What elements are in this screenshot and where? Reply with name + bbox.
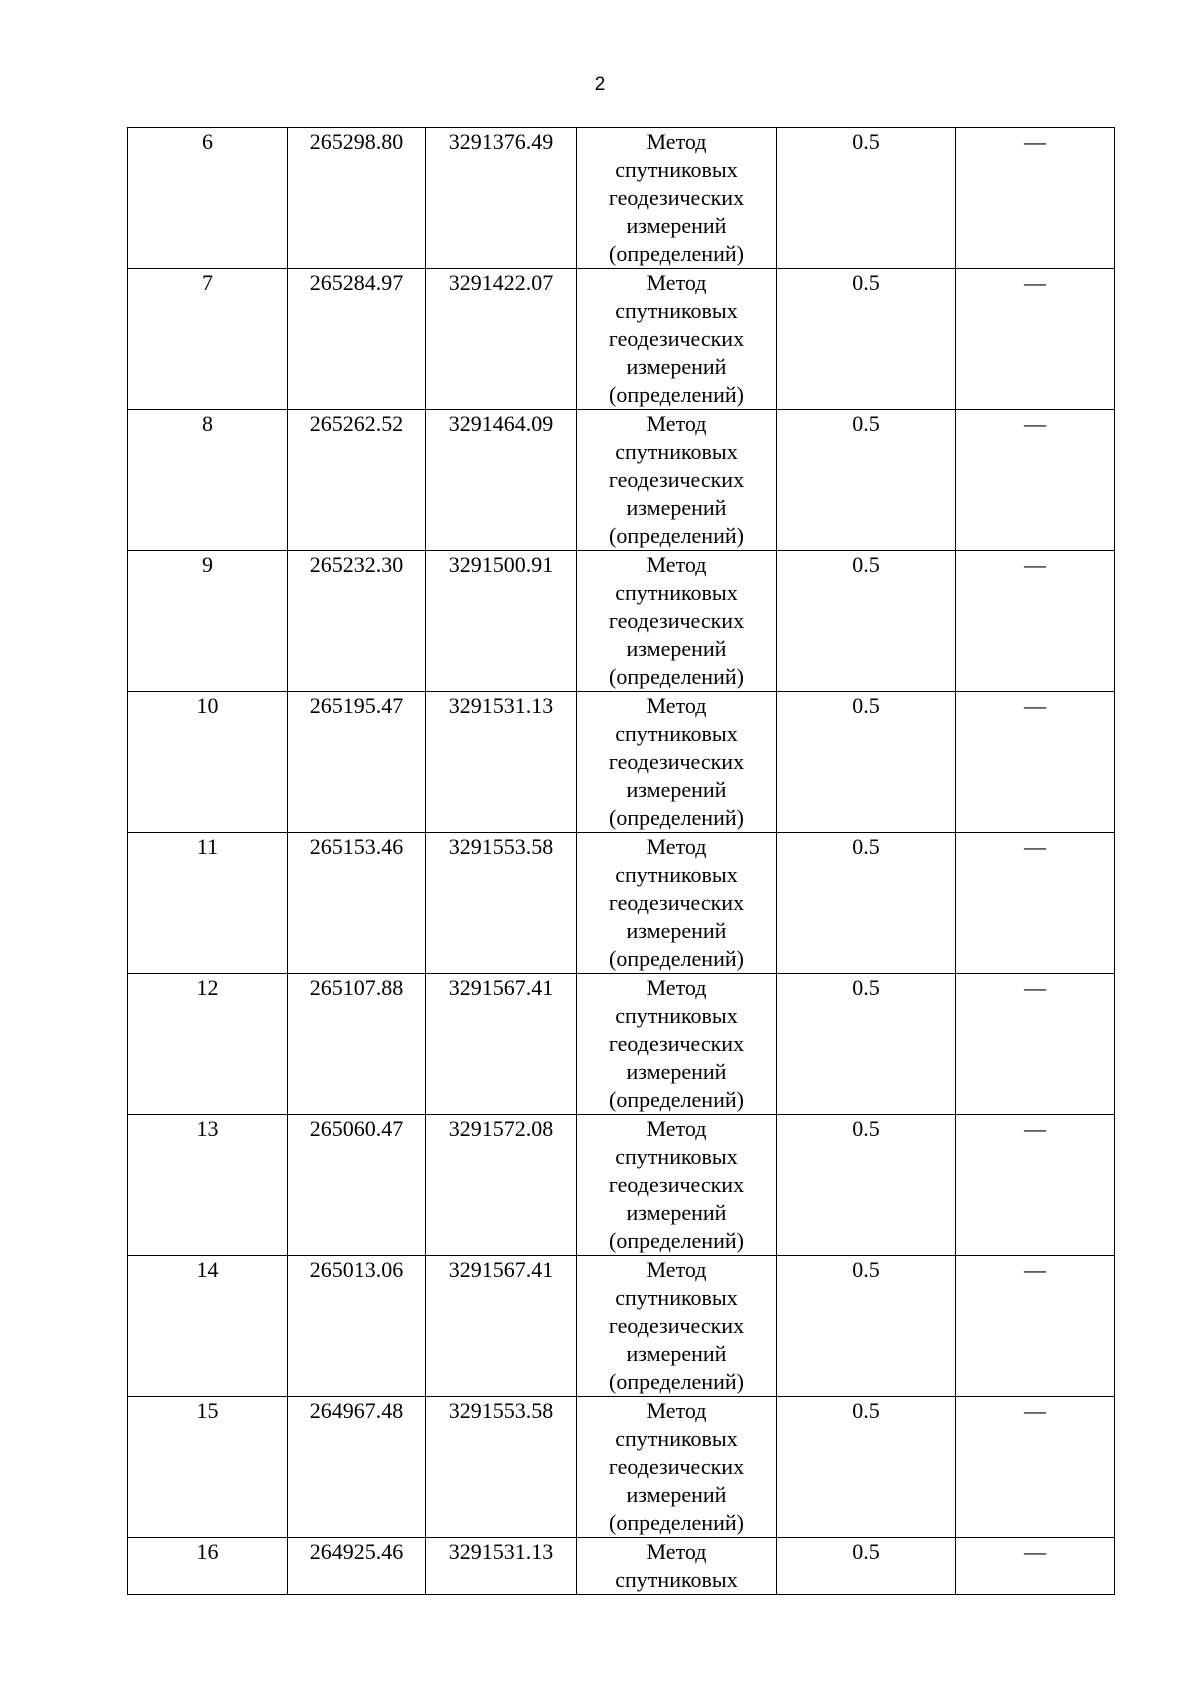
table-row	[128, 692, 1115, 833]
table-row	[128, 1115, 1115, 1256]
method-text: Метод спутниковых геодезических измерений (определений)	[608, 693, 745, 830]
cell-accuracy: 0.5	[777, 1256, 956, 1397]
cell-point-number: 11	[128, 833, 288, 974]
cell-x-coordinate: 264967.48	[288, 1397, 426, 1538]
cell-accuracy: 0.5	[777, 692, 956, 833]
method-text: Метод спутниковых геодезических измерений (определений)	[608, 1257, 745, 1394]
cell-point-number: 16	[128, 1538, 288, 1595]
cell-method	[577, 1256, 777, 1397]
cell-point-number: 15	[128, 1397, 288, 1538]
cell-accuracy: 0.5	[777, 833, 956, 974]
method-text: Метод спутниковых геодезических измерений (определений)	[608, 270, 745, 407]
cell-x-coordinate: 265232.30	[288, 551, 426, 692]
cell-y-coordinate: 3291567.41	[426, 974, 577, 1115]
cell-y-coordinate: 3291572.08	[426, 1115, 577, 1256]
cell-point-number: 6	[128, 128, 288, 269]
cell-point-number: 7	[128, 269, 288, 410]
cell-y-coordinate: 3291531.13	[426, 1538, 577, 1595]
method-text: Метод спутниковых геодезических измерений (определений)	[608, 834, 745, 971]
cell-x-coordinate: 265284.97	[288, 269, 426, 410]
cell-point-number: 9	[128, 551, 288, 692]
cell-method	[577, 833, 777, 974]
cell-note: —	[956, 1115, 1115, 1256]
cell-note: —	[956, 1538, 1115, 1595]
table-row	[128, 410, 1115, 551]
cell-y-coordinate: 3291376.49	[426, 128, 577, 269]
method-text: Метод спутниковых геодезических измерений (определений)	[608, 975, 745, 1112]
cell-point-number: 14	[128, 1256, 288, 1397]
cell-method	[577, 269, 777, 410]
table-row	[128, 833, 1115, 974]
page-number: 2	[594, 74, 606, 95]
cell-note: —	[956, 692, 1115, 833]
cell-note: —	[956, 551, 1115, 692]
cell-point-number: 12	[128, 974, 288, 1115]
cell-note: —	[956, 974, 1115, 1115]
cell-note: —	[956, 269, 1115, 410]
cell-x-coordinate: 265107.88	[288, 974, 426, 1115]
cell-note: —	[956, 833, 1115, 974]
coordinates-table	[127, 127, 1115, 1595]
table-row	[128, 1538, 1115, 1595]
cell-accuracy: 0.5	[777, 551, 956, 692]
table-row	[128, 551, 1115, 692]
cell-y-coordinate: 3291553.58	[426, 1397, 577, 1538]
cell-method	[577, 410, 777, 551]
cell-note: —	[956, 128, 1115, 269]
method-text: Метод спутниковых геодезических измерений (определений)	[608, 411, 745, 548]
cell-method	[577, 1397, 777, 1538]
method-text: Метод спутниковых геодезических измерений (определений)	[608, 1398, 745, 1535]
cell-y-coordinate: 3291567.41	[426, 1256, 577, 1397]
cell-x-coordinate: 265013.06	[288, 1256, 426, 1397]
method-text: Метод спутниковых	[615, 1539, 738, 1592]
method-text: Метод спутниковых геодезических измерений (определений)	[608, 129, 745, 266]
cell-point-number: 8	[128, 410, 288, 551]
cell-method	[577, 551, 777, 692]
cell-x-coordinate: 265298.80	[288, 128, 426, 269]
cell-point-number: 13	[128, 1115, 288, 1256]
cell-note: —	[956, 410, 1115, 551]
cell-point-number: 10	[128, 692, 288, 833]
cell-accuracy: 0.5	[777, 128, 956, 269]
cell-x-coordinate: 265262.52	[288, 410, 426, 551]
table-body	[128, 128, 1115, 1595]
cell-note: —	[956, 1397, 1115, 1538]
cell-x-coordinate: 265153.46	[288, 833, 426, 974]
table-row	[128, 974, 1115, 1115]
method-text: Метод спутниковых геодезических измерений (определений)	[608, 1116, 745, 1253]
cell-method	[577, 1538, 777, 1595]
cell-method	[577, 692, 777, 833]
table-row	[128, 128, 1115, 269]
cell-method	[577, 128, 777, 269]
cell-method	[577, 974, 777, 1115]
table-row	[128, 269, 1115, 410]
cell-x-coordinate: 265195.47	[288, 692, 426, 833]
cell-accuracy: 0.5	[777, 1397, 956, 1538]
cell-note: —	[956, 1256, 1115, 1397]
cell-accuracy: 0.5	[777, 269, 956, 410]
cell-y-coordinate: 3291422.07	[426, 269, 577, 410]
cell-y-coordinate: 3291553.58	[426, 833, 577, 974]
cell-accuracy: 0.5	[777, 410, 956, 551]
cell-y-coordinate: 3291500.91	[426, 551, 577, 692]
cell-accuracy: 0.5	[777, 974, 956, 1115]
cell-y-coordinate: 3291464.09	[426, 410, 577, 551]
cell-accuracy: 0.5	[777, 1538, 956, 1595]
cell-accuracy: 0.5	[777, 1115, 956, 1256]
table-row	[128, 1256, 1115, 1397]
cell-x-coordinate: 264925.46	[288, 1538, 426, 1595]
method-text: Метод спутниковых геодезических измерений (определений)	[608, 552, 745, 689]
cell-x-coordinate: 265060.47	[288, 1115, 426, 1256]
cell-method	[577, 1115, 777, 1256]
table-row	[128, 1397, 1115, 1538]
cell-y-coordinate: 3291531.13	[426, 692, 577, 833]
